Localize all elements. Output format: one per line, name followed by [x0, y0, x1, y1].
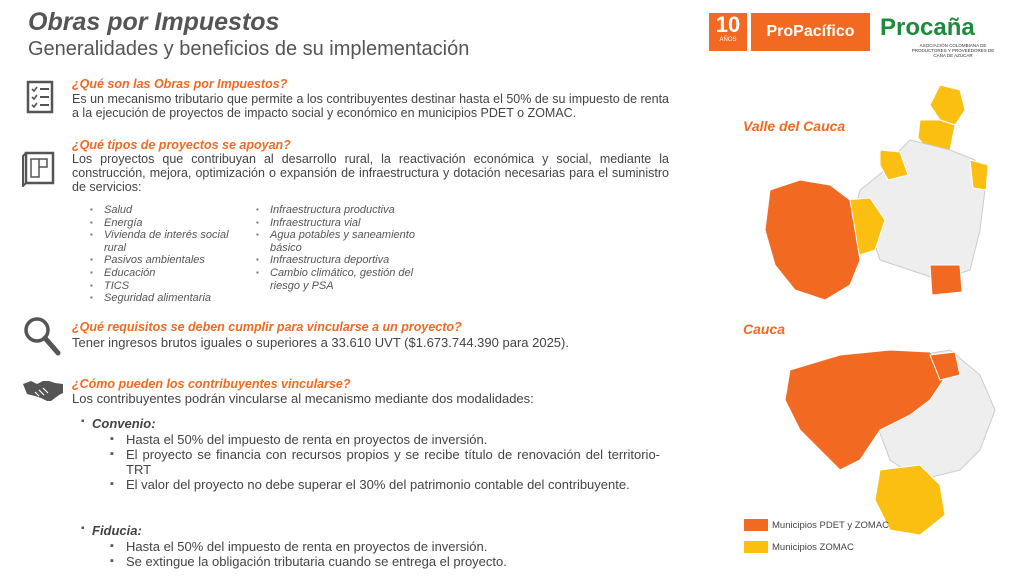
procana-logo: Procaña: [880, 14, 975, 41]
modality-fiducia: ▪ Fiducia:: [92, 523, 142, 538]
region-zomac: [970, 160, 988, 190]
region-zomac: [930, 85, 965, 125]
project-types-list-2: [256, 204, 421, 292]
answer-requirements: Tener ingresos brutos iguales o superiores a 33.610 UVT ($1.673.744.390 para 2025).: [72, 335, 569, 350]
fiducia-list: [110, 539, 660, 569]
blueprint-icon: [22, 149, 56, 187]
list-item: ▪ Salud: [90, 204, 250, 217]
legend-swatch-pdet: [744, 519, 768, 531]
handshake-icon: [22, 378, 64, 402]
list-item: ▪ Hasta el 50% del impuesto de renta en proyectos de inversión.: [110, 539, 660, 554]
list-item: ▪ TICS: [90, 280, 250, 293]
legend-label-zomac: Municipios ZOMAC: [772, 542, 854, 553]
list-item: ▪ Hasta el 50% del impuesto de renta en proyectos de inversión.: [110, 432, 660, 447]
question-how-to-join: ¿Cómo pueden los contribuyentes vincularse?: [72, 377, 351, 391]
legend-swatch-zomac: [744, 541, 768, 553]
list-item: ▪ Cambio climático, gestión del riesgo y PSA: [256, 267, 421, 292]
cauca-map: [780, 340, 1000, 540]
list-item: ▪ Agua potables y saneamiento básico: [256, 229, 421, 254]
modality-convenio: ▪ Convenio:: [92, 416, 156, 431]
list-item: ▪ Infraestructura vial: [256, 217, 421, 230]
region-pdet: [930, 265, 962, 295]
answer-project-types: Los proyectos que contribuyan al desarrollo rural, la reactivación económica y social, mediante la construcción, mejora, optimización o expansión de infraestructura y dotación necesarias para el suministro de servicios:: [72, 152, 669, 194]
list-item: ▪ Energía: [90, 217, 250, 230]
convenio-list: [110, 432, 660, 492]
question-project-types: ¿Qué tipos de proyectos se apoyan?: [72, 138, 291, 152]
map-label-valle: Valle del Cauca: [743, 118, 846, 134]
project-types-list-1: [90, 204, 250, 305]
anniversary-number: 10: [715, 12, 741, 37]
anniversary-logo: [709, 13, 747, 51]
page-subtitle: Generalidades y beneficios de su implementación: [28, 38, 470, 60]
list-item: ▪ El valor del proyecto no debe superar el 30% del patrimonio contable del contribuyente.: [110, 477, 660, 492]
region-pdet: [765, 180, 860, 300]
list-item: ▪ Vivienda de interés social rural: [90, 229, 250, 254]
magnifier-icon: [22, 315, 62, 357]
list-item: ▪ Infraestructura productiva: [256, 204, 421, 217]
procana-tagline: ASOCIACIÓN COLOMBIANA DE PRODUCTORES Y PROVEEDORES DE CAÑA DE AZÚCAR: [911, 43, 995, 58]
list-item: ▪ Pasivos ambientales: [90, 254, 250, 267]
checklist-icon: [26, 80, 54, 114]
list-item: ▪ Seguridad alimentaria: [90, 292, 250, 305]
page-title: Obras por Impuestos: [28, 8, 280, 36]
list-item: ▪ Infraestructura deportiva: [256, 254, 421, 267]
list-item: ▪ Educación: [90, 267, 250, 280]
legend-label-pdet: Municipios PDET y ZOMAC: [772, 520, 890, 531]
answer-how-to-join: Los contribuyentes podrán vincularse al mecanismo mediante dos modalidades:: [72, 391, 534, 406]
answer-what-is: Es un mecanismo tributario que permite a los contribuyentes destinar hasta el 50% de su impuesto de renta a la ejecución de proyectos de impacto social y económico en municipios PDET o ZOMAC.: [72, 92, 669, 120]
question-requirements: ¿Qué requisitos se deben cumplir para vincularse a un proyecto?: [72, 320, 462, 334]
question-what-is: ¿Qué son las Obras por Impuestos?: [72, 77, 288, 91]
list-item: ▪ Se extingue la obligación tributaria cuando se entrega el proyecto.: [110, 554, 660, 569]
valle-del-cauca-map: [760, 80, 995, 305]
list-item: ▪ El proyecto se financia con recursos propios y se recibe título de renovación del territorio- TRT: [110, 447, 660, 477]
propacifico-logo: ProPacífico: [751, 13, 870, 51]
anniversary-text: AÑOS: [719, 37, 737, 43]
map-label-cauca: Cauca: [743, 321, 786, 337]
